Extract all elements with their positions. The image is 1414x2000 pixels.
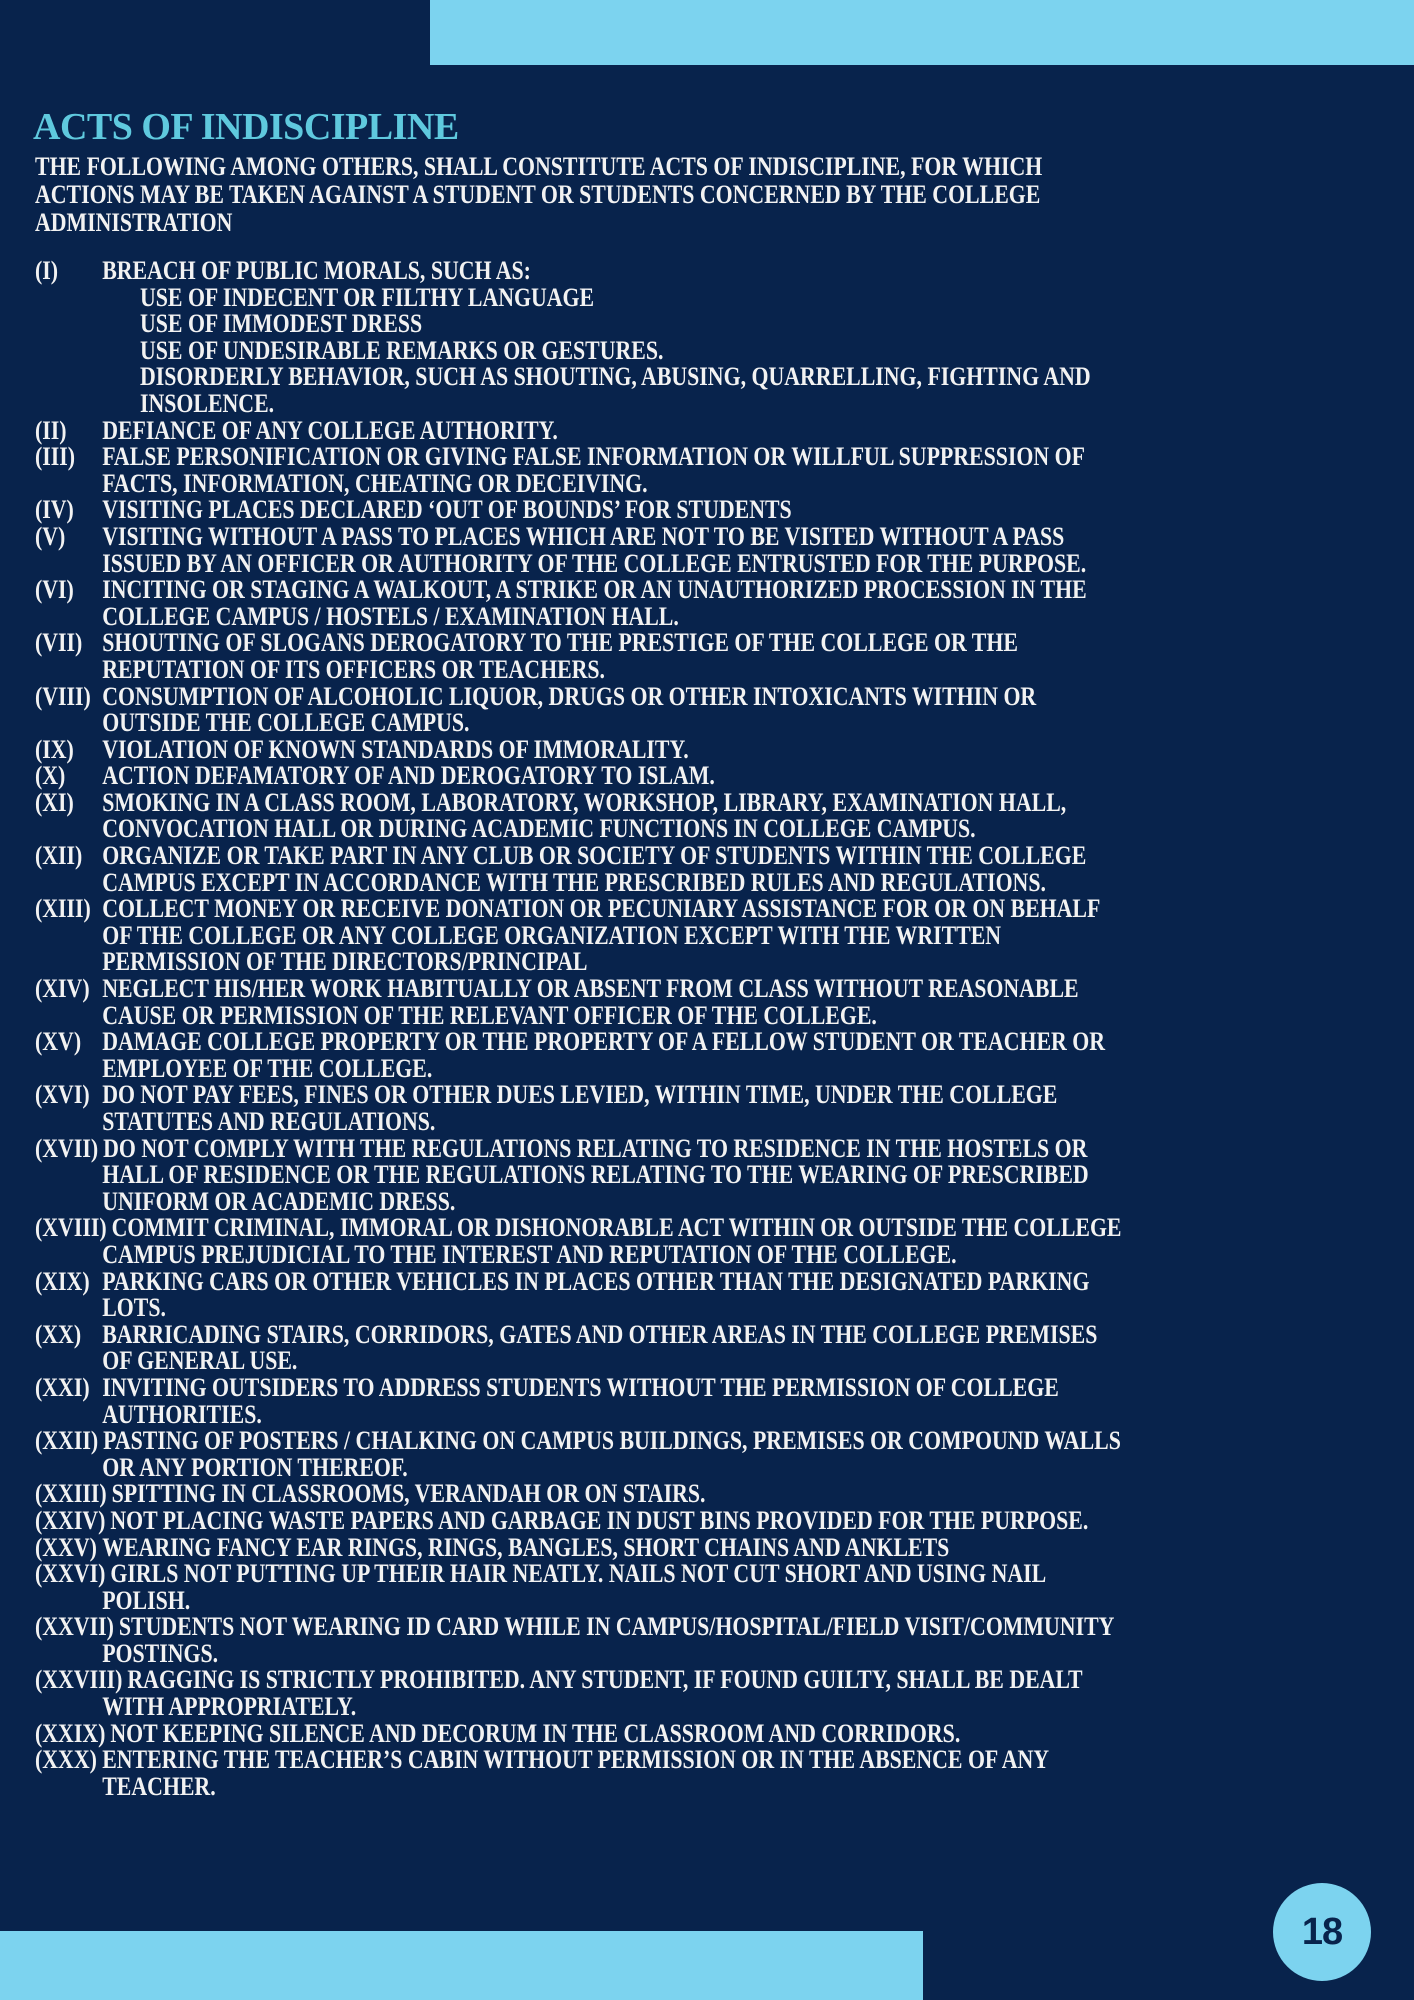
item-text: NOT KEEPING SILENCE AND DECORUM IN THE CLASSROOM AND CORRIDORS.	[110, 1718, 961, 1748]
subitem: USE OF UNDESIRABLE REMARKS OR GESTURES.	[140, 335, 664, 365]
item-roman-numeral: (XXV)	[35, 1532, 97, 1562]
item-text: VIOLATION OF KNOWN STANDARDS OF IMMORALITY.	[102, 734, 689, 764]
top-accent-bar	[430, 0, 1414, 65]
list-item	[35, 896, 1124, 976]
list-item	[35, 1372, 1124, 1429]
page-number-badge	[1273, 1883, 1371, 1981]
list-item	[35, 681, 1124, 738]
item-roman-numeral: (XXX)	[35, 1745, 97, 1775]
item-text: NEGLECT HIS/HER WORK HABITUALLY OR ABSENT FROM CLASS WITHOUT REASONABLE CAUSE OR PERMISSION OF THE RELEVANT OFFICER OF THE COLLEGE.	[102, 974, 1079, 1030]
subitem: USE OF INDECENT OR FILTHY LANGUAGE	[140, 282, 595, 312]
item-roman-numeral: (XXIV)	[35, 1505, 106, 1535]
item-text: INVITING OUTSIDERS TO ADDRESS STUDENTS WITHOUT THE PERMISSION OF COLLEGE AUTHORITIES.	[102, 1372, 1059, 1429]
item-text: PASTING OF POSTERS / CHALKING ON CAMPUS BUILDINGS, PREMISES OR COMPOUND WALLS OR ANY PORTION THEREOF.	[102, 1426, 1121, 1482]
list-item	[35, 444, 1124, 497]
item-text: RAGGING IS STRICTLY PROHIBITED. ANY STUDENT, IF FOUND GUILTY, SHALL BE DEALT WITH APPROPRIATELY.	[102, 1665, 1083, 1722]
list-item	[35, 497, 1124, 524]
item-text: DO NOT COMPLY WITH THE REGULATIONS RELATING TO RESIDENCE IN THE HOSTELS OR HALL OF RESIDENCE OR THE REGULATIONS RELATING TO THE WEARING OF PRESCRIBED UNIFORM OR ACADEMIC DRESS.	[102, 1133, 1089, 1216]
list-item	[35, 1747, 1124, 1800]
list-item	[35, 1215, 1124, 1268]
list-item	[35, 734, 1124, 764]
item-text: BREACH OF PUBLIC MORALS, SUCH AS:	[102, 256, 531, 285]
item-roman-numeral: (XX)	[35, 1319, 82, 1349]
list-item	[35, 1561, 1124, 1614]
indiscipline-list	[35, 258, 1124, 1800]
list-item	[35, 1082, 1124, 1135]
item-text: ORGANIZE OR TAKE PART IN ANY CLUB OR SOCIETY OF STUDENTS WITHIN THE COLLEGE CAMPUS EXCEPT IN ACCORDANCE WITH THE PRESCRIBED RULES AND REGULATIONS.	[102, 841, 1087, 897]
item-roman-numeral: (XXVIII)	[35, 1665, 123, 1695]
item-roman-numeral: (VIII)	[35, 681, 91, 711]
item-text: SHOUTING OF SLOGANS DEROGATORY TO THE PRESTIGE OF THE COLLEGE OR THE REPUTATION OF ITS OFFICERS OR TEACHERS.	[102, 628, 1018, 684]
subitem: USE OF IMMODEST DRESS	[140, 309, 423, 339]
list-item	[35, 1614, 1124, 1667]
item-roman-numeral: (V)	[35, 521, 66, 551]
item-text: PARKING CARS OR OTHER VEHICLES IN PLACES OTHER THAN THE DESIGNATED PARKING LOTS.	[102, 1266, 1090, 1323]
item-text: COLLECT MONEY OR RECEIVE DONATION OR PECUNIARY ASSISTANCE FOR OR ON BEHALF OF THE COLLEGE OR ANY COLLEGE ORGANIZATION EXCEPT WITH THE WRITTEN PERMISSION OF THE DIRECTORS/PRINCIPAL	[102, 894, 1100, 977]
bottom-accent-bar	[0, 1931, 923, 2000]
item-roman-numeral: (XVIII)	[35, 1213, 107, 1243]
item-roman-numeral: (XV)	[35, 1027, 82, 1057]
item-roman-numeral: (XII)	[35, 841, 83, 871]
list-item	[35, 630, 1124, 683]
page-content	[35, 153, 1124, 1800]
list-item	[35, 1505, 1124, 1535]
list-item	[35, 577, 1124, 630]
list-item	[35, 1532, 1124, 1562]
item-roman-numeral: (IX)	[35, 734, 74, 764]
item-text: STUDENTS NOT WEARING ID CARD WHILE IN CAMPUS/HOSPITAL/FIELD VISIT/COMMUNITY POSTINGS.	[102, 1612, 1114, 1668]
item-roman-numeral: (II)	[35, 415, 67, 445]
item-roman-numeral: (XVI)	[35, 1080, 90, 1110]
item-text: VISITING PLACES DECLARED ‘OUT OF BOUNDS’ FOR STUDENTS	[102, 495, 792, 525]
item-roman-numeral: (XXIX)	[35, 1718, 106, 1748]
item-roman-numeral: (XXIII)	[35, 1479, 107, 1509]
item-roman-numeral: (X)	[35, 761, 66, 791]
item-roman-numeral: (XIV)	[35, 974, 90, 1004]
list-item	[35, 258, 1124, 418]
item-roman-numeral: (XXII)	[35, 1426, 99, 1456]
list-item	[35, 1667, 1124, 1720]
list-item	[35, 1266, 1124, 1323]
list-item	[35, 1029, 1124, 1082]
item-text: DEFIANCE OF ANY COLLEGE AUTHORITY.	[102, 415, 558, 445]
item-text: NOT PLACING WASTE PAPERS AND GARBAGE IN DUST BINS PROVIDED FOR THE PURPOSE.	[110, 1505, 1089, 1535]
item-roman-numeral: (XIII)	[35, 894, 91, 924]
item-roman-numeral: (XIX)	[35, 1266, 90, 1296]
item-subitems	[35, 282, 1124, 418]
item-roman-numeral: (XVII)	[35, 1133, 99, 1163]
item-roman-numeral: (I)	[35, 256, 59, 285]
list-item	[35, 1428, 1124, 1481]
page-number: 18	[1301, 1910, 1343, 1953]
list-item	[35, 521, 1124, 578]
item-text: BARRICADING STAIRS, CORRIDORS, GATES AND OTHER AREAS IN THE COLLEGE PREMISES OF GENERAL USE.	[102, 1319, 1098, 1376]
item-text: INCITING OR STAGING A WALKOUT, A STRIKE OR AN UNAUTHORIZED PROCESSION IN THE COLLEGE CAMPUS / HOSTELS / EXAMINATION HALL.	[102, 575, 1087, 631]
item-roman-numeral: (XXI)	[35, 1372, 90, 1402]
list-item	[35, 976, 1124, 1029]
item-text: DO NOT PAY FEES, FINES OR OTHER DUES LEVIED, WITHIN TIME, UNDER THE COLLEGE STATUTES AND REGULATIONS.	[102, 1080, 1058, 1136]
item-text: FALSE PERSONIFICATION OR GIVING FALSE INFORMATION OR WILLFUL SUPPRESSION OF FACTS, INFORMATION, CHEATING OR DECEIVING.	[102, 442, 1085, 498]
item-text: WEARING FANCY EAR RINGS, RINGS, BANGLES, SHORT CHAINS AND ANKLETS	[102, 1532, 950, 1562]
list-item	[35, 787, 1124, 844]
list-item	[35, 763, 1124, 790]
item-text: SPITTING IN CLASSROOMS, VERANDAH OR ON STAIRS.	[111, 1479, 706, 1509]
item-text: ACTION DEFAMATORY OF AND DEROGATORY TO ISLAM.	[102, 761, 715, 791]
item-roman-numeral: (XXVII)	[35, 1612, 114, 1642]
item-roman-numeral: (VI)	[35, 575, 74, 605]
item-text: COMMIT CRIMINAL, IMMORAL OR DISHONORABLE ACT WITHIN OR OUTSIDE THE COLLEGE CAMPUS PREJUDICIAL TO THE INTEREST AND REPUTATION OF THE COLLEGE.	[102, 1213, 1122, 1269]
item-text: VISITING WITHOUT A PASS TO PLACES WHICH ARE NOT TO BE VISITED WITHOUT A PASS ISSUED BY AN OFFICER OR AUTHORITY OF THE COLLEGE ENTRUSTED FOR THE PURPOSE.	[102, 521, 1087, 578]
item-roman-numeral: (XXVI)	[35, 1559, 106, 1589]
page-title: ACTS OF INDISCIPLINE	[33, 106, 459, 149]
list-item	[35, 1319, 1124, 1376]
list-item	[35, 843, 1124, 896]
subitem: DISORDERLY BEHAVIOR, SUCH AS SHOUTING, ABUSING, QUARRELLING, FIGHTING AND INSOLENCE.	[140, 362, 1091, 418]
item-roman-numeral: (XI)	[35, 787, 74, 817]
item-roman-numeral: (III)	[35, 442, 76, 472]
list-item	[35, 1481, 1124, 1508]
item-text: SMOKING IN A CLASS ROOM, LABORATORY, WORKSHOP, LIBRARY, EXAMINATION HALL, CONVOCATION HALL OR DURING ACADEMIC FUNCTIONS IN COLLEGE CAMPUS.	[102, 787, 1067, 844]
item-text: GIRLS NOT PUTTING UP THEIR HAIR NEATLY. NAILS NOT CUT SHORT AND USING NAIL POLISH.	[102, 1559, 1045, 1615]
item-roman-numeral: (IV)	[35, 495, 74, 525]
item-text: CONSUMPTION OF ALCOHOLIC LIQUOR, DRUGS OR OTHER INTOXICANTS WITHIN OR OUTSIDE THE COLLEGE CAMPUS.	[102, 681, 1037, 738]
list-item	[35, 1133, 1124, 1216]
item-text: ENTERING THE TEACHER’S CABIN WITHOUT PERMISSION OR IN THE ABSENCE OF ANY TEACHER.	[102, 1745, 1049, 1801]
intro-paragraph: THE FOLLOWING AMONG OTHERS, SHALL CONSTITUTE ACTS OF INDISCIPLINE, FOR WHICH ACTIONS MAY BE TAKEN AGAINST A STUDENT OR STUDENTS CONCERNED BY THE COLLEGE ADMINISTRATION	[35, 152, 1043, 237]
item-roman-numeral: (VII)	[35, 628, 83, 658]
list-item	[35, 415, 1124, 445]
item-text: DAMAGE COLLEGE PROPERTY OR THE PROPERTY OF A FELLOW STUDENT OR TEACHER OR EMPLOYEE OF THE COLLEGE.	[102, 1027, 1106, 1083]
list-item	[35, 1718, 1124, 1748]
